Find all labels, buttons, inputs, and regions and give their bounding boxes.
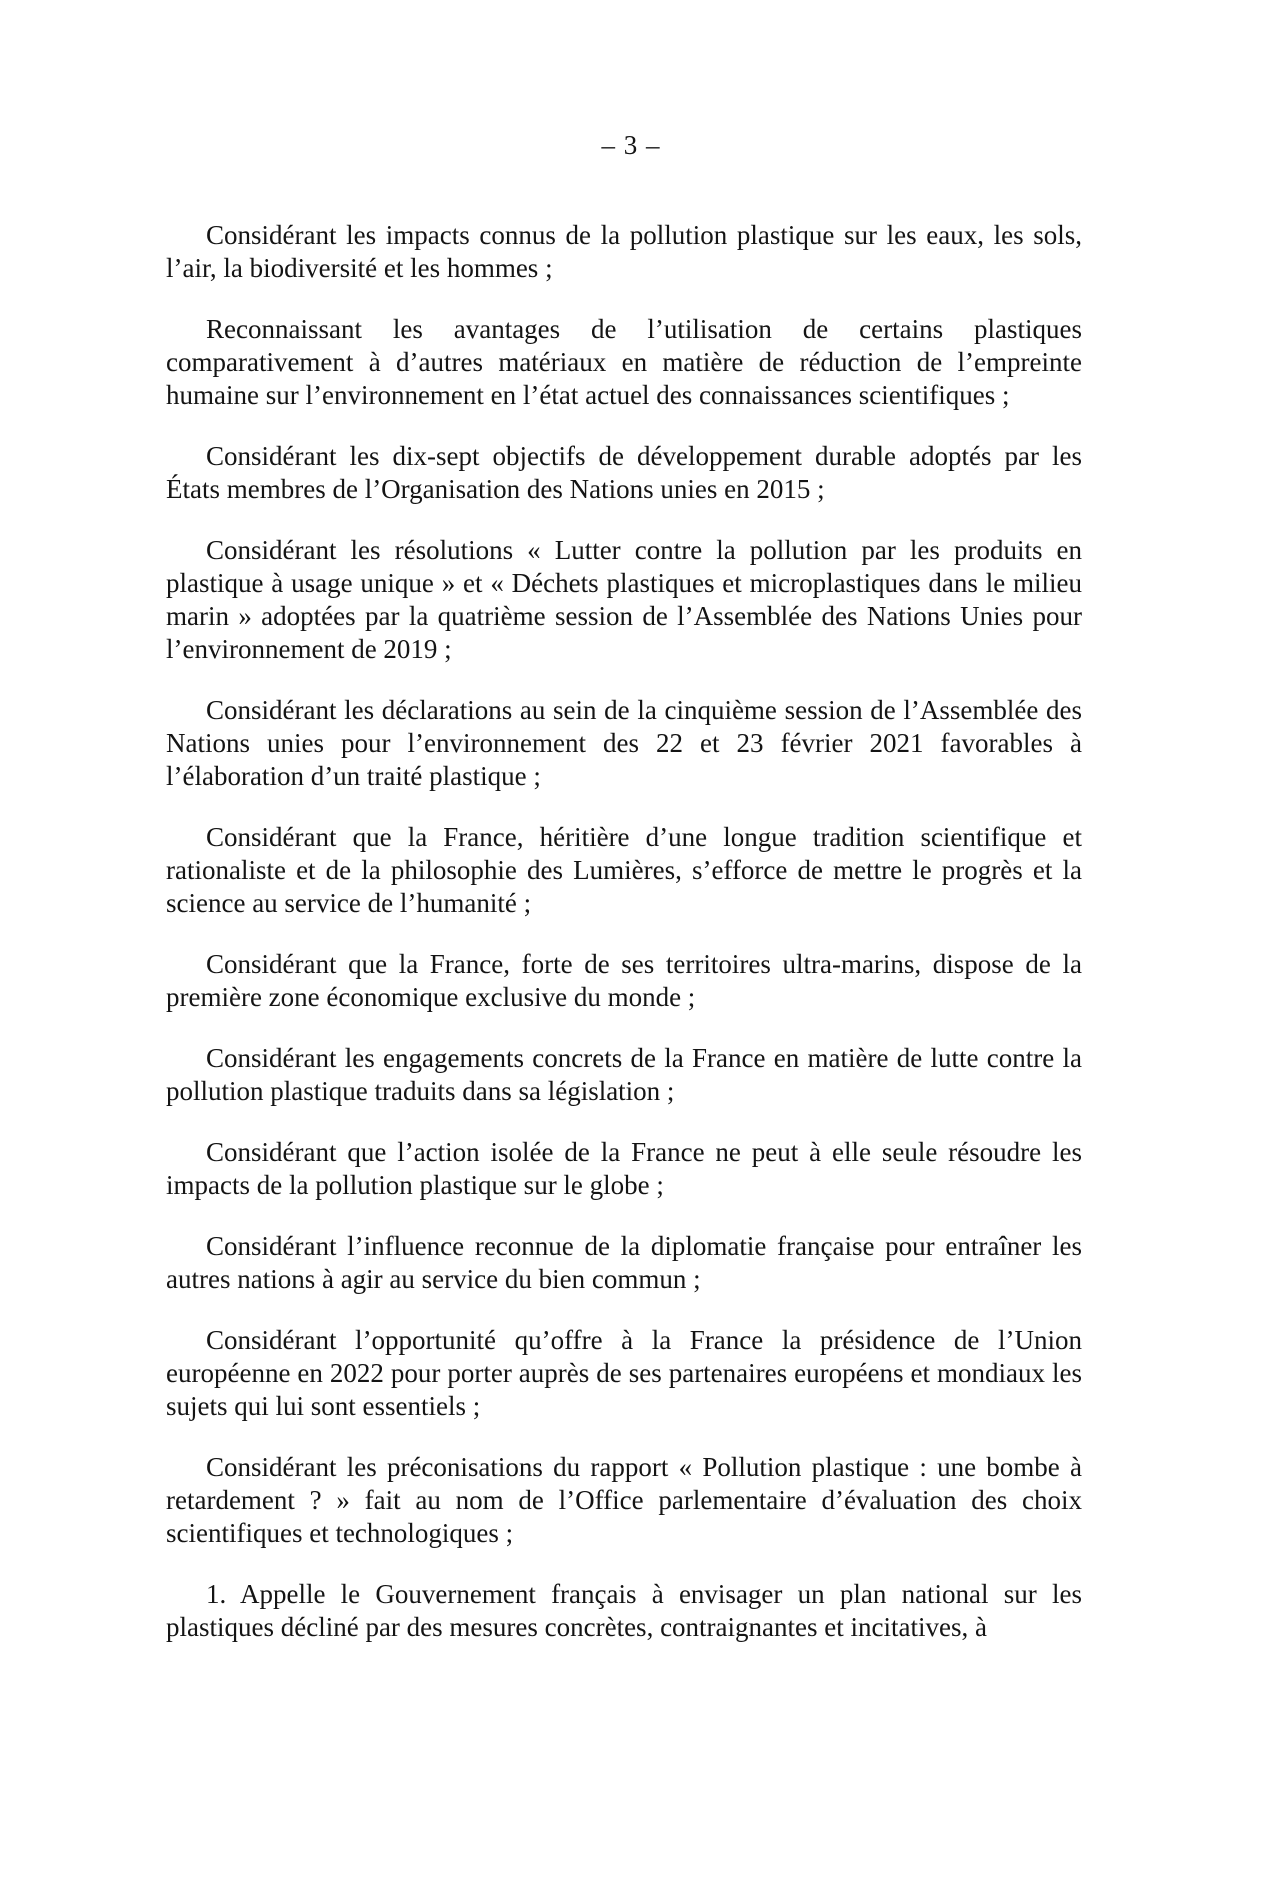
paragraph-france-zee: Considérant que la France, forte de ses territoires ultra-marins, dispose de la première zone économique exclusive du monde ; xyxy=(166,949,1082,1012)
paragraph-rapport-opecst: Considérant les préconisations du rapport « Pollution plastique : une bombe à retardement ? » fait au nom de l’Office parlementaire d’évaluation des choix scientifiques et technologiques ; xyxy=(166,1452,1082,1548)
paragraph-action-isolee: Considérant que l’action isolée de la France ne peut à elle seule résoudre les impacts de la pollution plastique sur le globe ; xyxy=(166,1137,1082,1200)
paragraph-considerant-impacts: Considérant les impacts connus de la pollution plastique sur les eaux, les sols, l’air, la biodiversité et les hommes ; xyxy=(166,220,1082,283)
page-number: – 3 – xyxy=(601,130,661,160)
paragraph-resolutions-unep4: Considérant les résolutions « Lutter contre la pollution par les produits en plastique à usage unique » et « Déchets plastiques et microplastiques dans le milieu marin » adoptées par la quatrième session de l’Assemblée des Nations Unies pour l’environnement de 2019 ; xyxy=(166,535,1082,664)
paragraph-engagements-concrets: Considérant les engagements concrets de la France en matière de lutte contre la pollution plastique traduits dans sa législation ; xyxy=(166,1043,1082,1106)
document-body xyxy=(166,219,1082,1644)
paragraph-influence-diplomatie: Considérant l’influence reconnue de la diplomatie française pour entraîner les autres nations à agir au service du bien commun ; xyxy=(166,1231,1082,1294)
paragraph-appelle-gouvernement: 1. Appelle le Gouvernement français à envisager un plan national sur les plastiques décliné par des mesures concrètes, contraignantes et incitatives, à xyxy=(166,1579,1082,1642)
paragraph-presidence-ue: Considérant l’opportunité qu’offre à la France la présidence de l’Union européenne en 2022 pour porter auprès de ses partenaires européens et mondiaux les sujets qui lui sont essentiels ; xyxy=(166,1325,1082,1421)
paragraph-declarations-unep5: Considérant les déclarations au sein de la cinquième session de l’Assemblée des Nations unies pour l’environnement des 22 et 23 février 2021 favorables à l’élaboration d’un traité plastique ; xyxy=(166,695,1082,791)
paragraph-reconnaissant-avantages: Reconnaissant les avantages de l’utilisation de certains plastiques comparativement à d’autres matériaux en matière de réduction de l’empreinte humaine sur l’environnement en l’état actuel des connaissances scientifiques ; xyxy=(166,314,1082,410)
paragraph-objectifs-durable: Considérant les dix-sept objectifs de développement durable adoptés par les États membres de l’Organisation des Nations unies en 2015 ; xyxy=(166,441,1082,504)
paragraph-france-tradition: Considérant que la France, héritière d’une longue tradition scientifique et rationaliste et de la philosophie des Lumières, s’efforce de mettre le progrès et la science au service de l’humanité ; xyxy=(166,822,1082,918)
